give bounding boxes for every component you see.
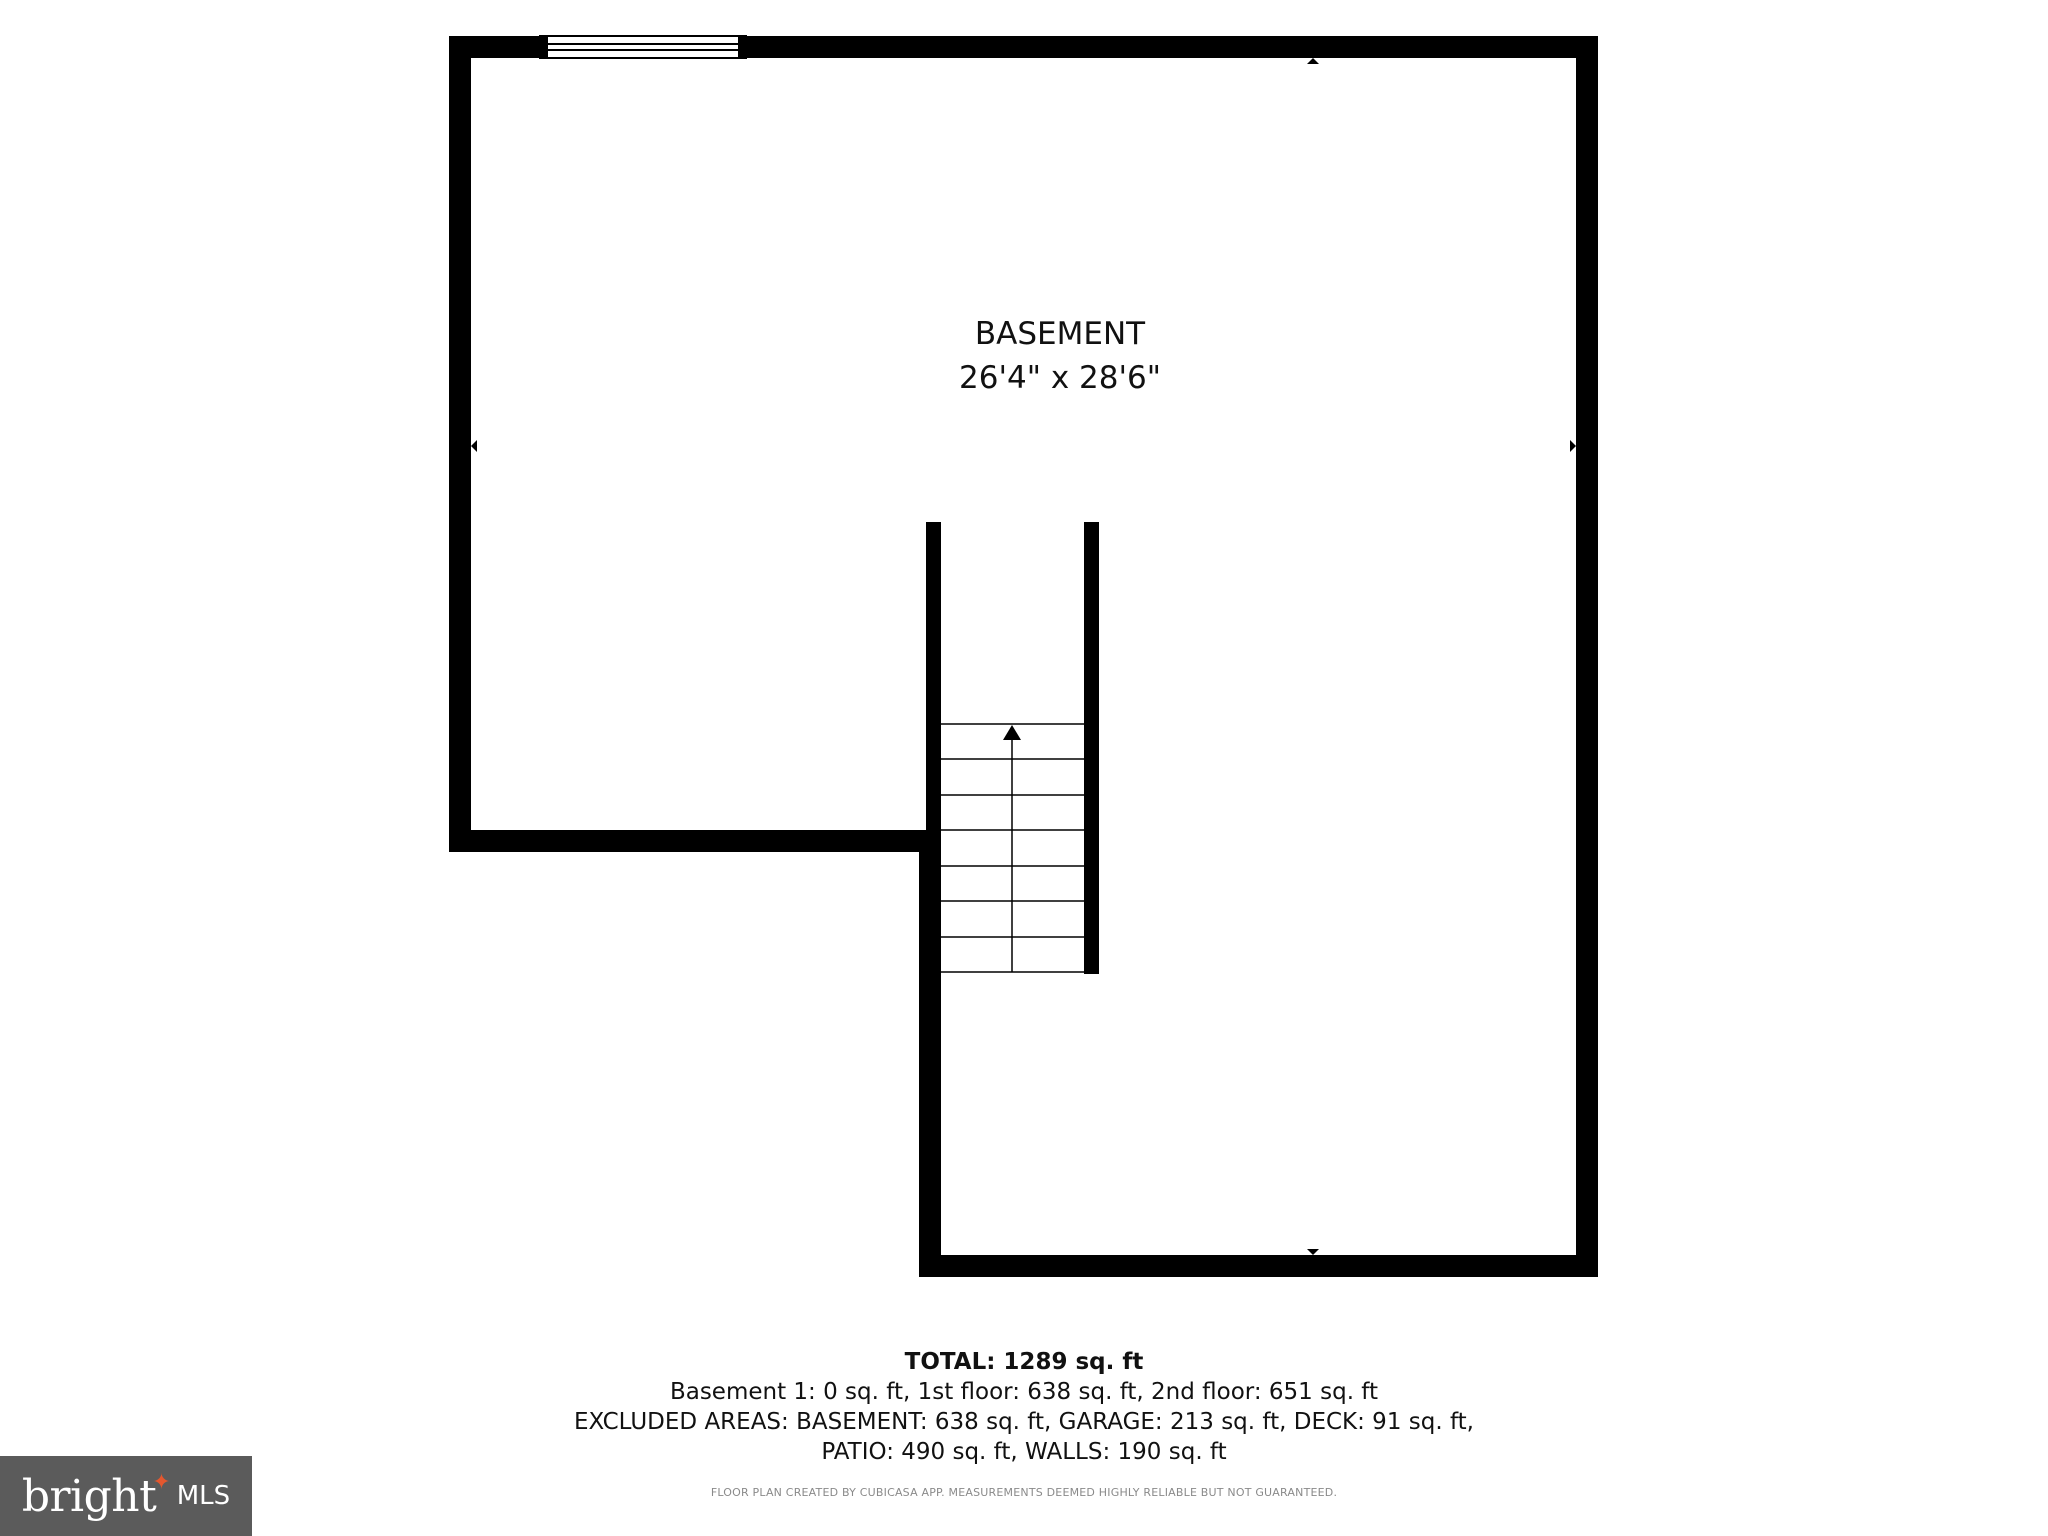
disclaimer: FLOOR PLAN CREATED BY CUBICASA APP. MEASUREMENTS DEEMED HIGHLY RELIABLE BUT NOT GUARANTEED.	[710, 1486, 1338, 1499]
wall-inner-left	[919, 830, 941, 1277]
dimension-marker-bottom-icon	[1307, 1249, 1319, 1255]
dimension-marker-left-icon	[471, 440, 477, 452]
wall-left	[449, 36, 471, 852]
dimension-marker-right-icon	[1570, 440, 1576, 452]
total-area: TOTAL: 1289 sq. ft	[904, 1349, 1144, 1375]
dimension-marker-top-icon	[1307, 58, 1319, 64]
bright-mls-logo	[0, 1456, 252, 1536]
floor-areas: Basement 1: 0 sq. ft, 1st floor: 638 sq. ft, 2nd floor: 651 sq. ft	[669, 1379, 1379, 1405]
logo-word: bright	[21, 1470, 157, 1522]
stair-wall-left	[926, 522, 941, 852]
staircase	[941, 724, 1084, 972]
wall-inner-bottom	[449, 830, 941, 852]
area-summary	[424, 1347, 1624, 1467]
excluded-areas-line-2: PATIO: 490 sq. ft, WALLS: 190 sq. ft	[821, 1439, 1227, 1465]
excluded-areas-line-1: EXCLUDED AREAS: BASEMENT: 638 sq. ft, GARAGE: 213 sq. ft, DECK: 91 sq. ft,	[574, 1409, 1474, 1435]
logo-star-icon: ✦	[152, 1469, 171, 1494]
room-label	[860, 312, 1260, 400]
wall-right	[1576, 36, 1598, 1277]
room-name: BASEMENT	[974, 316, 1146, 352]
wall-bottom	[919, 1255, 1598, 1277]
stair-up-arrow-icon	[1003, 725, 1021, 740]
basement-walls	[449, 36, 1598, 1277]
stair-wall-right	[1084, 522, 1099, 974]
logo-suffix: MLS	[176, 1481, 231, 1511]
room-dimensions: 26'4" x 28'6"	[959, 360, 1161, 396]
window	[540, 36, 746, 58]
